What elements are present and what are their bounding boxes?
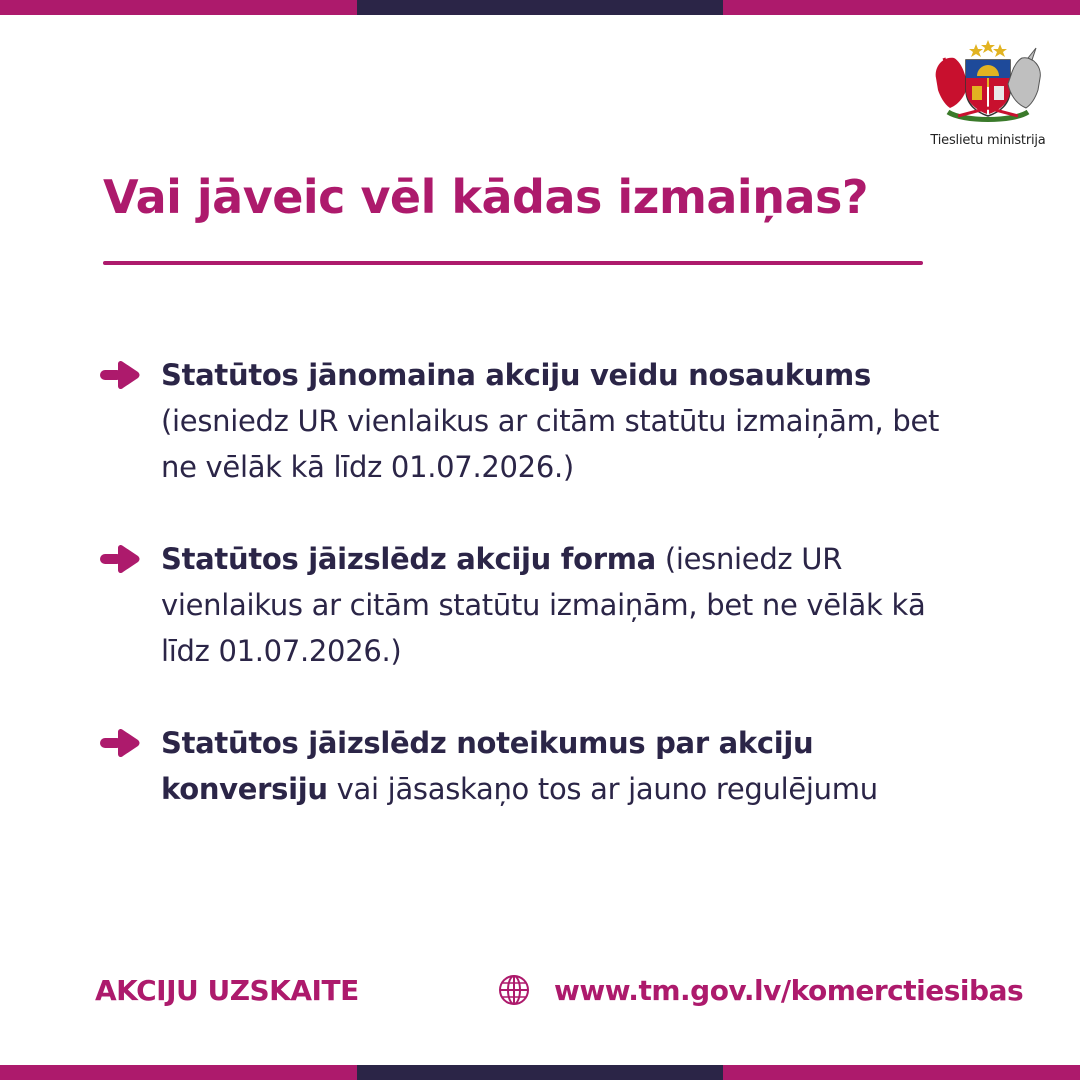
- title-underline: [103, 261, 923, 265]
- page-title: Vai jāveic vēl kādas izmaiņas?: [103, 170, 869, 224]
- logo-caption: Tieslietu ministrija: [930, 133, 1046, 148]
- footer-label: AKCIJU UZSKAITE: [95, 974, 359, 1007]
- list-item-bold: Statūtos jāizslēdz noteikumus par akciju konversiju: [161, 726, 814, 806]
- arrow-right-icon: [100, 544, 142, 574]
- coat-of-arms-latvia-icon: [928, 38, 1048, 123]
- bottom-accent-bar: [0, 1065, 1080, 1080]
- arrow-right-icon: [100, 728, 142, 758]
- list-item-rest: (iesniedz UR vienlaikus ar citām statūtu izmaiņām, bet ne vēlāk kā līdz 01.07.2026.): [161, 542, 926, 668]
- list-item-text: [161, 720, 961, 812]
- footer-link[interactable]: [498, 970, 1023, 1010]
- list-item-bold: Statūtos jāizslēdz akciju forma: [161, 542, 656, 576]
- list-item-bold: Statūtos jānomaina akciju veidu nosaukums: [161, 358, 871, 392]
- ministry-logo: [928, 38, 1048, 153]
- website-url[interactable]: www.tm.gov.lv/komerctiesibas: [554, 973, 1024, 1007]
- list-item-rest: vai jāsaskaņo tos ar jauno regulējumu: [336, 772, 878, 806]
- list-item-text: [161, 536, 961, 674]
- list-item-rest: (iesniedz UR vienlaikus ar citām statūtu izmaiņām, bet ne vēlāk kā līdz 01.07.2026.): [161, 404, 940, 484]
- arrow-right-icon: [100, 360, 142, 390]
- list-item-text: [161, 352, 961, 490]
- globe-icon: [498, 974, 530, 1006]
- top-accent-bar: [0, 0, 1080, 15]
